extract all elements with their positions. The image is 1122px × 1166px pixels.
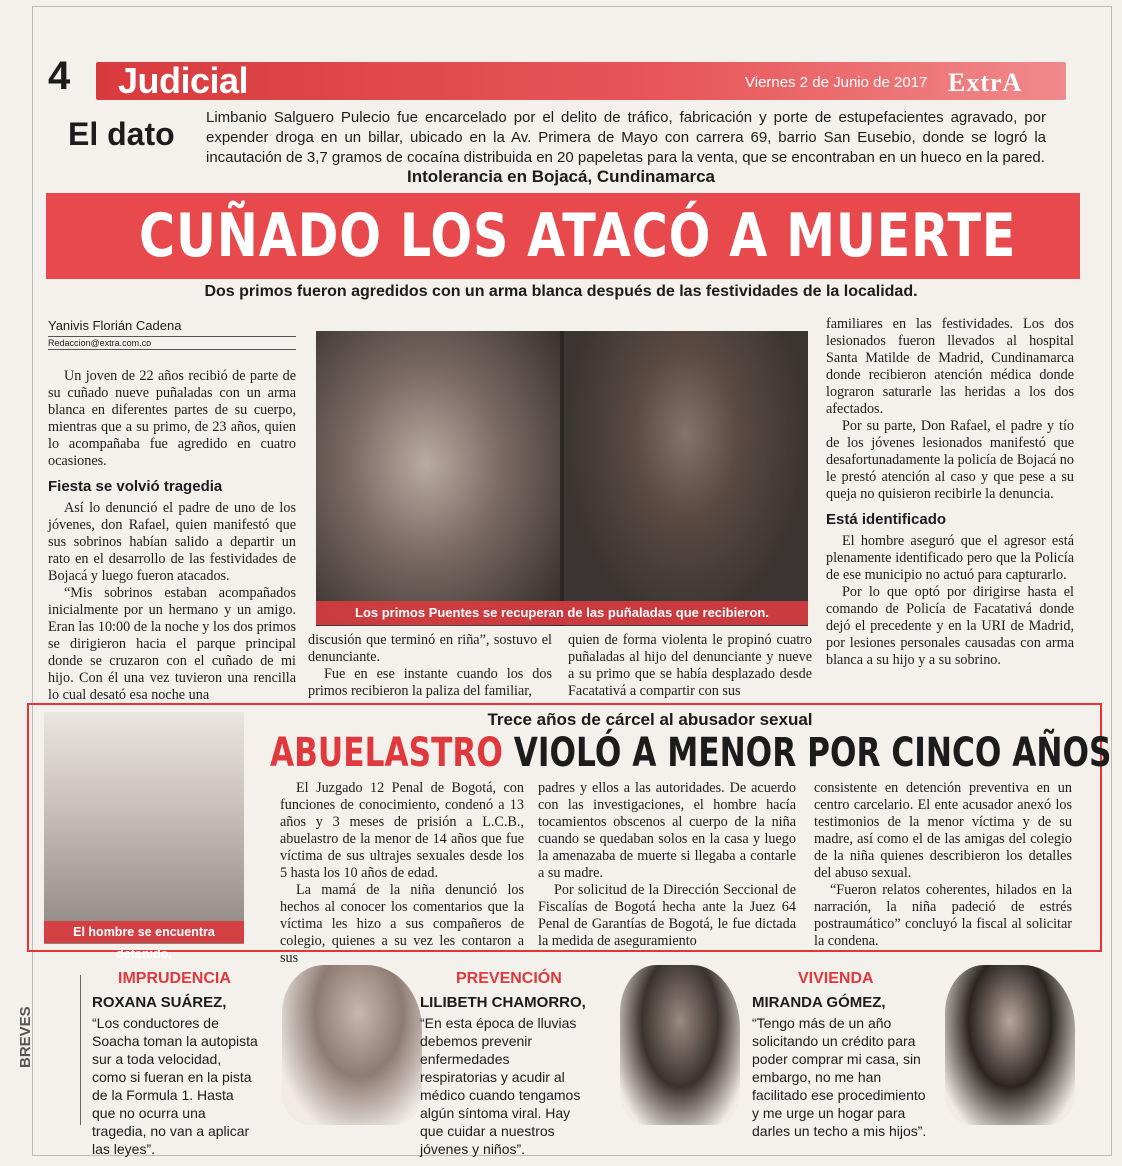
lead-subheading: Está identificado xyxy=(826,511,947,528)
second-story-kicker: Trece años de cárcel al abusador sexual xyxy=(487,710,813,729)
section-title: Judicial xyxy=(118,60,249,101)
second-story-headline xyxy=(270,730,1112,776)
lead-paragraph: quien de forma violenta le propinó cuatro puñaladas al hijo del denunciante y nueve a su primo que se había desplazado desde Facatativá a compartir con sus xyxy=(568,632,812,699)
lead-paragraph: familiares en las festividades. Los dos lesionados fueron llevados al hospital Santa Matilde de Madrid, Cundinamarca donde recibieron atención médica donde lograron saturarle las heridas a los dos afectados. xyxy=(826,316,1074,417)
headline-rest: VIOLÓ A MENOR POR CINCO AÑOS xyxy=(513,730,1112,776)
breve-name: MIRANDA GÓMEZ, xyxy=(752,994,886,1011)
second-column-1 xyxy=(280,780,524,967)
lead-headline: CUÑADO LOS ATACÓ A MUERTE xyxy=(139,201,1017,271)
second-paragraph: La mamá de la niña denunció los hechos al conocer los comentarios que la víctima les hizo a sus compañeros de colegio, quienes a su vez les contaron a sus xyxy=(280,882,524,966)
headline-highlight: ABUELASTRO xyxy=(270,730,503,776)
lead-column-2 xyxy=(308,632,552,700)
lead-column-1 xyxy=(48,368,296,704)
second-paragraph: consistente en detención preventiva en un centro carcelario. El ente acusador anexó los testimonios de la menor víctima y de su madre, así como el de las amigas del colegio de la niña quienes describieron los detalles del abuso sexual. xyxy=(814,780,1072,881)
dato-label: El dato xyxy=(68,116,175,152)
second-paragraph: padres y ellos a las autoridades. De acuerdo con las investigaciones, el hombre hacía tocamientos obscenos al cuerpo de la niña cuando se quedaban solos en la casa y luego la amenazaba de muerte si llegaba a contarle a su madre. xyxy=(538,780,796,881)
breves-label: BREVES xyxy=(17,1006,34,1068)
lead-paragraph: discusión que terminó en riña”, sostuvo el denunciante. xyxy=(308,632,552,665)
breve-topic: VIVIENDA xyxy=(798,970,874,987)
lead-paragraph: “Mis sobrinos estaban acompañados inicialmente por un hermano y un amigo. Eran las 10:00 de la noche y los dos primos se dirigieron hacia el parque principal donde se cruzaron con el cuñado de mi hijo. Con él una vez tuvieron una rencilla lo cual desató esa noche una xyxy=(48,585,296,703)
lead-kicker: Intolerancia en Bojacá, Cundinamarca xyxy=(407,167,715,186)
lead-paragraph: Por lo que optó por dirigirse hasta el comando de Policía de Facatativá donde dejó el precedente y en la URI de Madrid, por lesiones personales causadas con arma blanca a su hijo y a su sobrino. xyxy=(826,584,1074,668)
lead-photo xyxy=(316,331,808,626)
breve-name: ROXANA SUÁREZ, xyxy=(92,994,227,1011)
lead-paragraph: Un joven de 22 años recibió de parte de su cuñado nueve puñaladas con un arma blanca en diferentes partes de su cuerpo, mientras que a su primo, de 23 años, quien lo acompañaba fue agredido en cuatro ocasiones. xyxy=(48,368,296,469)
second-paragraph: El Juzgado 12 Penal de Bogotá, con funciones de conocimiento, condenó a 13 años y 3 meses de prisión a L.C.B., abuelastro de la menor de 14 años que fue víctima de sus ultrajes sexuales desde los 5 hasta los 10 años de edad. xyxy=(280,780,524,881)
second-column-3 xyxy=(814,780,1072,950)
page-number: 4 xyxy=(48,54,71,98)
lead-paragraph: Fue en ese instante cuando los dos primos recibieron la paliza del familiar, xyxy=(308,666,552,699)
lead-paragraph: Por su parte, Don Rafael, el padre y tío de los jóvenes lesionados manifestó que desafortunadamente la policía de Bojacá no le prestó atención al caso y que pese a su queja no quisieron recibirle la denuncia. xyxy=(826,418,1074,502)
lead-column-3 xyxy=(568,632,812,700)
issue-date: Viernes 2 de Junio de 2017 xyxy=(745,74,928,91)
lead-subhead: Dos primos fueron agredidos con un arma blanca después de las festividades de la localidad. xyxy=(204,283,918,300)
second-paragraph: “Fueron relatos coherentes, hilados en la narración, la niña padeció de estrés postraumático” concluyó la fiscal al solicitar la condena. xyxy=(814,882,1072,949)
dato-text: Limbanio Salguero Pulecio fue encarcelado por el delito de tráfico, fabricación y porte de estupefacientes agravado, por expender droga en un billar, ubicado en la Av. Primera de Mayo con carrera 69, barrio San Eusebio, donde se logró la incautación de 3,7 gramos de cocaína distribuida en 20 papeletas para la venta, que se encontraban en un hueco en la pared. xyxy=(206,109,1046,166)
breve-quote: “Tengo más de un año solicitando un crédito para poder comprar mi casa, sin embargo, no me han facilitado ese procedimiento y me urge un hogar para darles un techo a mis hijos”. xyxy=(752,1015,927,1139)
breve-name: LILIBETH CHAMORRO, xyxy=(420,994,586,1011)
breve-portrait xyxy=(282,965,422,1125)
victim-photo-left xyxy=(316,331,560,626)
byline: Yanivis Florián Cadena xyxy=(48,318,182,333)
breve-portrait xyxy=(620,965,740,1125)
second-story-photo-caption: El hombre se encuentra detenido. xyxy=(44,921,244,943)
breve-topic: IMPRUDENCIA xyxy=(118,970,231,987)
second-column-2 xyxy=(538,780,796,950)
second-paragraph: Por solicitud de la Dirección Seccional de Fiscalías de Bogotá hecha ante la Juez 64 Penal de Garantías de Bogotá, le fue dictada la medida de aseguramiento xyxy=(538,882,796,949)
victim-photo-right xyxy=(564,331,808,626)
lead-subheading: Fiesta se volvió tragedia xyxy=(48,478,223,495)
second-story-photo xyxy=(44,712,244,944)
breve-topic: PREVENCIÓN xyxy=(456,970,562,987)
lead-photo-caption: Los primos Puentes se recuperan de las puñaladas que recibieron. xyxy=(316,601,808,625)
lead-column-4 xyxy=(826,316,1074,669)
breve-quote: “Los conductores de Soacha toman la autopista sur a toda velocidad, como si fueran en la pista de la Formula 1. Hasta que no ocurra una tragedia, no van a aplicar las leyes”. xyxy=(92,1015,258,1157)
breve-quote: “En esta época de lluvias debemos prevenir enfermedades respiratorias y acudir al médico cuando tengamos algún síntoma viral. Hay que cuidar a nuestros jóvenes y niños”. xyxy=(420,1015,581,1157)
lead-paragraph: Así lo denunció el padre de uno de los jóvenes, don Rafael, quien manifestó que sus sobrinos habían salido a departir un rato en el desarrollo de las festividades de Bojacá y luego fueron atacados. xyxy=(48,500,296,584)
byline-email: Redaccion@extra.com.co xyxy=(48,336,296,350)
breves-divider xyxy=(80,975,81,1125)
breve-portrait xyxy=(945,965,1075,1125)
masthead-logo: ExtrA xyxy=(948,68,1023,97)
lead-paragraph: El hombre aseguró que el agresor está plenamente identificado pero que la Policía de ese municipio no actuó para capturarlo. xyxy=(826,533,1074,583)
